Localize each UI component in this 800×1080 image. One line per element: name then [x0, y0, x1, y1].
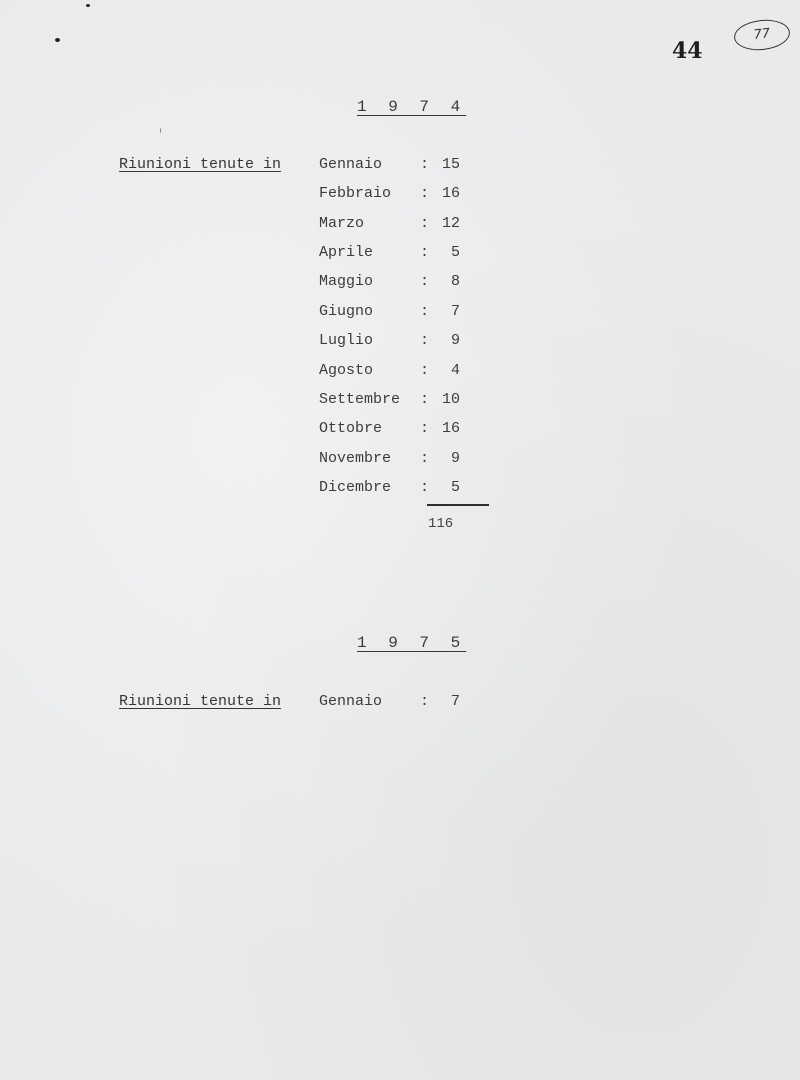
month-label: Febbraio	[319, 185, 392, 202]
month-label: Settembre	[319, 391, 401, 408]
meetings-label-1974: Riunioni tenute in	[119, 156, 282, 173]
month-label: Novembre	[319, 450, 392, 467]
page-number: 44	[672, 38, 703, 64]
meeting-count: 12	[441, 215, 460, 232]
meeting-count: 7	[450, 693, 460, 710]
ink-speck	[160, 128, 161, 133]
month-label: Agosto	[319, 362, 374, 379]
meeting-count: 5	[450, 244, 460, 261]
month-label: Marzo	[319, 215, 365, 232]
separator: :	[420, 156, 430, 173]
meeting-count: 15	[441, 156, 460, 173]
meeting-count: 5	[450, 479, 460, 496]
month-label: Giugno	[319, 303, 374, 320]
separator: :	[420, 215, 430, 232]
meeting-count: 10	[441, 391, 460, 408]
separator: :	[420, 362, 430, 379]
year-heading-1975: 1 9 7 5	[357, 634, 467, 652]
meeting-count: 9	[450, 450, 460, 467]
separator: :	[420, 693, 430, 710]
separator: :	[420, 303, 430, 320]
ink-speck	[86, 4, 90, 7]
separator: :	[420, 391, 430, 408]
meetings-label-1975: Riunioni tenute in	[119, 693, 282, 710]
ink-speck	[55, 38, 60, 42]
meeting-count: 16	[441, 185, 460, 202]
month-label: Aprile	[319, 244, 374, 261]
separator: :	[420, 332, 430, 349]
month-label: Luglio	[319, 332, 374, 349]
separator: :	[420, 450, 430, 467]
month-label: Gennaio	[319, 693, 383, 710]
total-divider	[427, 504, 489, 506]
meeting-count: 7	[450, 303, 460, 320]
month-label: Maggio	[319, 273, 374, 290]
total-count-1974: 116	[428, 516, 454, 532]
year-heading-1974: 1 9 7 4	[357, 98, 467, 116]
meeting-count: 16	[441, 420, 460, 437]
separator: :	[420, 244, 430, 261]
meeting-count: 8	[450, 273, 460, 290]
separator: :	[420, 273, 430, 290]
month-label: Gennaio	[319, 156, 383, 173]
meeting-count: 4	[450, 362, 460, 379]
circled-page-number: 77	[733, 17, 792, 53]
meeting-count: 9	[450, 332, 460, 349]
separator: :	[420, 420, 430, 437]
month-label: Ottobre	[319, 420, 383, 437]
separator: :	[420, 479, 430, 496]
separator: :	[420, 185, 430, 202]
month-label: Dicembre	[319, 479, 392, 496]
